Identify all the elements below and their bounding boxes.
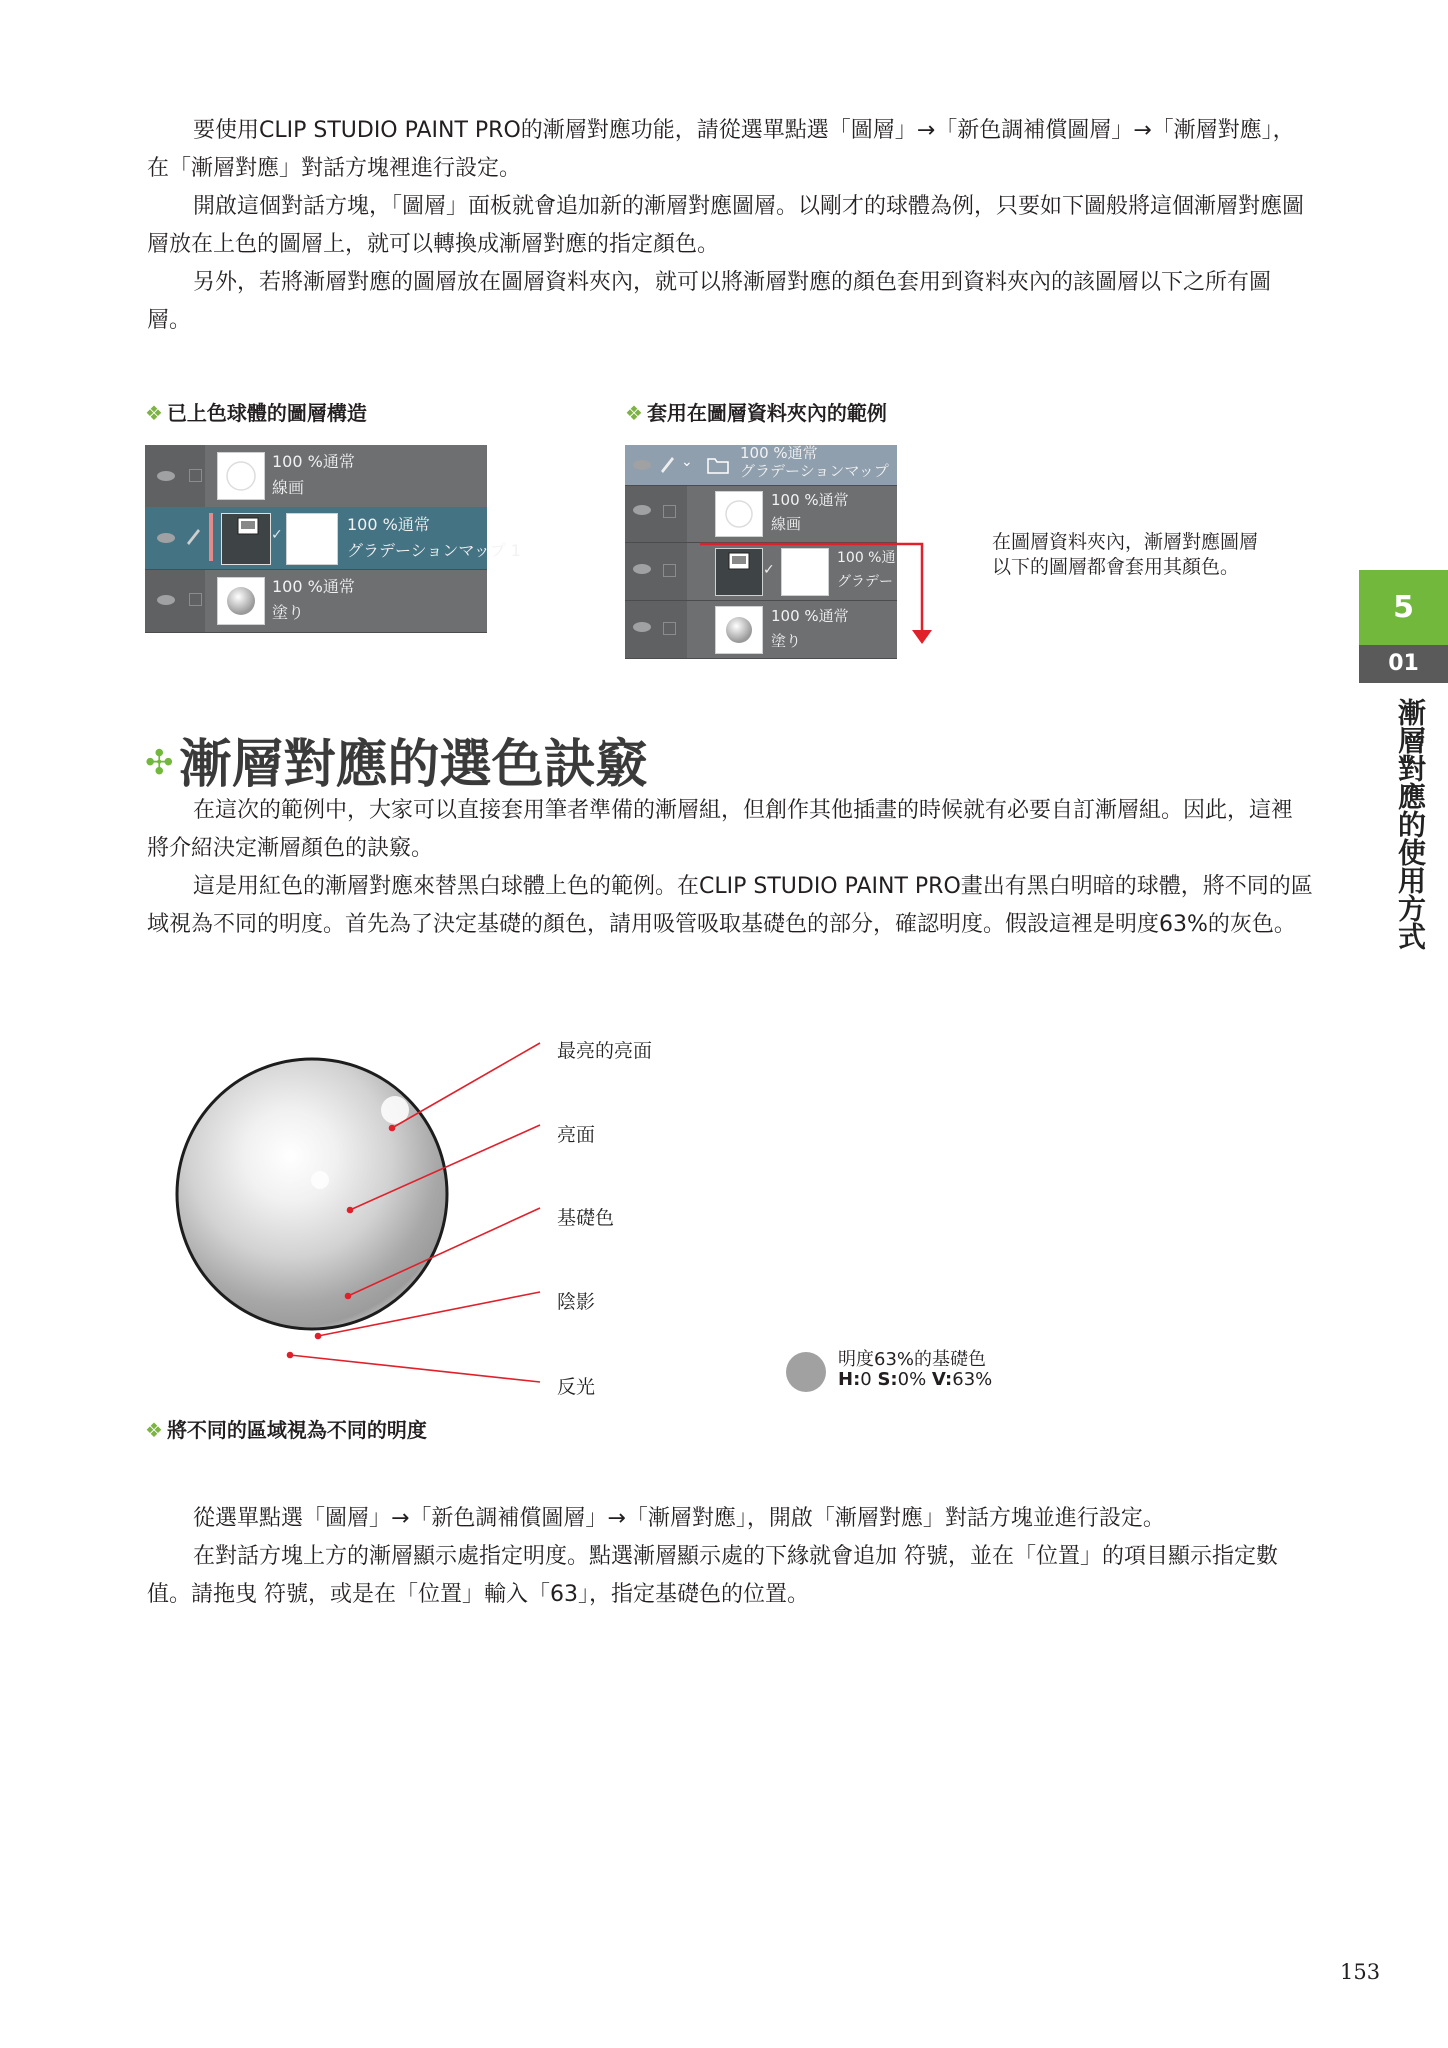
eye-icon[interactable] [633, 564, 651, 574]
layer-row-lineart[interactable] [145, 445, 487, 508]
intro-paragraph-1: 要使用CLIP STUDIO PAINT PRO的漸層對應功能，請從選單點選「圖層」→「新色調補償圖層」→「漸層對應」，在「漸層對應」對話方塊裡進行設定。 [147, 118, 1295, 181]
label-brightest-highlight: 最亮的亮面 [557, 1040, 653, 1062]
outro-paragraph-2: 在對話方塊上方的漸層顯示處指定明度。點選漸層顯示處的下緣就會追加 符號，並在「位置」的項目顯示指定數值。請拖曳 符號，或是在「位置」輸入「63」，指定基礎色的位置。 [147, 1544, 1278, 1607]
label-highlight: 亮面 [557, 1124, 596, 1146]
swatch-title: 明度63%的基礎色 [838, 1349, 987, 1370]
layer-mode: 100 %通常 [272, 577, 355, 596]
eye-icon[interactable] [633, 505, 651, 515]
caption-text: 已上色球體的圖層構造 [166, 401, 367, 425]
selection-marker [209, 513, 213, 561]
eye-icon[interactable] [633, 460, 651, 470]
gradient-map-icon [222, 514, 270, 564]
layer-thumbnail [217, 452, 265, 500]
layer-mode: 100 %通常 [771, 491, 849, 509]
layer-name: 塗り [771, 632, 802, 650]
eye-icon[interactable] [157, 471, 175, 481]
outro-text [147, 1500, 1313, 1614]
lock-checkbox[interactable] [663, 505, 676, 518]
label-reflected-light: 反光 [557, 1376, 596, 1398]
lock-checkbox[interactable] [189, 593, 202, 606]
pen-icon [657, 453, 677, 475]
section-tab: 01 [1359, 645, 1448, 683]
diamond-icon: ❖ [625, 401, 643, 425]
folder-row[interactable] [625, 445, 897, 486]
eye-icon[interactable] [157, 533, 175, 543]
section-paragraph-1: 在這次的範例中，大家可以直接套用筆者準備的漸層組，但創作其他插畫的時候就有必要自訂漸層組。因此，這裡將介紹決定漸層顏色的訣竅。 [147, 798, 1294, 861]
caption-layer-structure [145, 397, 367, 426]
sphere [177, 1059, 447, 1329]
link-check-icon: ✓ [271, 527, 283, 543]
layer-mode: 100 %通常 [771, 607, 849, 625]
layer-mode: 100 %通 [837, 550, 896, 566]
base-color-swatch [786, 1352, 826, 1392]
clover-icon: ✣ [145, 743, 174, 783]
section-text [147, 792, 1313, 944]
folder-mode: 100 %通常 [740, 444, 818, 462]
layer-panel-left [145, 445, 521, 633]
swatch-info [838, 1350, 992, 1390]
caption-sphere [145, 1414, 427, 1443]
adjustment-thumbnail [221, 513, 271, 565]
layer-name: 塗り [272, 603, 305, 622]
sphere-outline-icon [218, 453, 264, 499]
layer-mode: 100 %通常 [272, 452, 355, 471]
layer-row-gradient-map[interactable] [145, 507, 521, 570]
sphere-icon [218, 578, 264, 624]
h-value: 0 [860, 1369, 872, 1390]
diamond-icon: ❖ [145, 1418, 163, 1442]
folder-name: グラデーションマップ [740, 462, 889, 480]
diamond-icon: ❖ [145, 401, 163, 425]
section-heading [145, 722, 648, 797]
lock-checkbox[interactable] [663, 622, 676, 635]
lock-checkbox[interactable] [189, 469, 202, 482]
link-check-icon: ✓ [763, 562, 775, 578]
s-label: S: [877, 1369, 898, 1390]
layer-mode: 100 %通常 [347, 515, 430, 534]
folder-icon [707, 456, 729, 474]
intro-paragraph-3: 另外，若將漸層對應的圖層放在圖層資料夾內，就可以將漸層對應的顏色套用到資料夾內的該圖層以下之所有圖層。 [147, 270, 1272, 333]
eye-icon[interactable] [157, 595, 175, 605]
mask-thumbnail [286, 513, 338, 565]
layer-name: 線画 [771, 515, 802, 533]
intro-paragraph-2: 開啟這個對話方塊，「圖層」面板就會追加新的漸層對應圖層。以剛才的球體為例，只要如下圖般將這個漸層對應圖層放在上色的圖層上，就可以轉換成漸層對應的指定顏色。 [147, 194, 1305, 257]
v-value: 63% [952, 1369, 993, 1390]
page-number: 153 [1340, 1960, 1381, 1984]
scope-arrow [690, 530, 940, 650]
section-title-vertical: 漸層對應的使用方式 [1394, 698, 1427, 950]
intro-text [147, 112, 1313, 340]
layer-name: グラデーションマップ 1 [347, 541, 521, 560]
chapter-tab: 5 [1359, 570, 1448, 645]
caption-text: 將不同的區域視為不同的明度 [166, 1418, 427, 1442]
caption-folder-example [625, 397, 887, 426]
label-base-color: 基礎色 [557, 1207, 615, 1229]
layer-thumbnail [217, 577, 265, 625]
pen-icon [183, 525, 203, 547]
swatch-hsv [838, 1370, 992, 1390]
h-label: H: [838, 1369, 861, 1390]
eye-icon[interactable] [633, 622, 651, 632]
layer-row-paint[interactable] [145, 569, 487, 633]
v-label: V: [931, 1369, 953, 1390]
section-paragraph-2: 這是用紅色的漸層對應來替黑白球體上色的範例。在CLIP STUDIO PAINT PRO畫出有黑白明暗的球體，將不同的區域視為不同的明度。首先為了決定基礎的顏色，請用吸管吸取基礎色的部分，確認明度。假設這裡是明度63%的灰色。 [147, 874, 1313, 937]
s-value: 0% [897, 1369, 927, 1390]
highlight-spot [311, 1171, 329, 1189]
heading-text: 漸層對應的選色訣竅 [179, 735, 648, 795]
chevron-down-icon[interactable]: ⌄ [681, 454, 693, 470]
outro-paragraph-1: 從選單點選「圖層」→「新色調補償圖層」→「漸層對應」，開啟「漸層對應」對話方塊並進行設定。 [193, 1506, 1165, 1531]
lock-checkbox[interactable] [663, 564, 676, 577]
label-shadow: 陰影 [557, 1291, 596, 1313]
caption-text: 套用在圖層資料夾內的範例 [646, 401, 887, 425]
folder-note: 在圖層資料夾內，漸層對應圖層以下的圖層都會套用其顏色。 [992, 531, 1259, 578]
layer-name: グラデー [837, 574, 893, 590]
layer-name: 線画 [272, 478, 305, 497]
